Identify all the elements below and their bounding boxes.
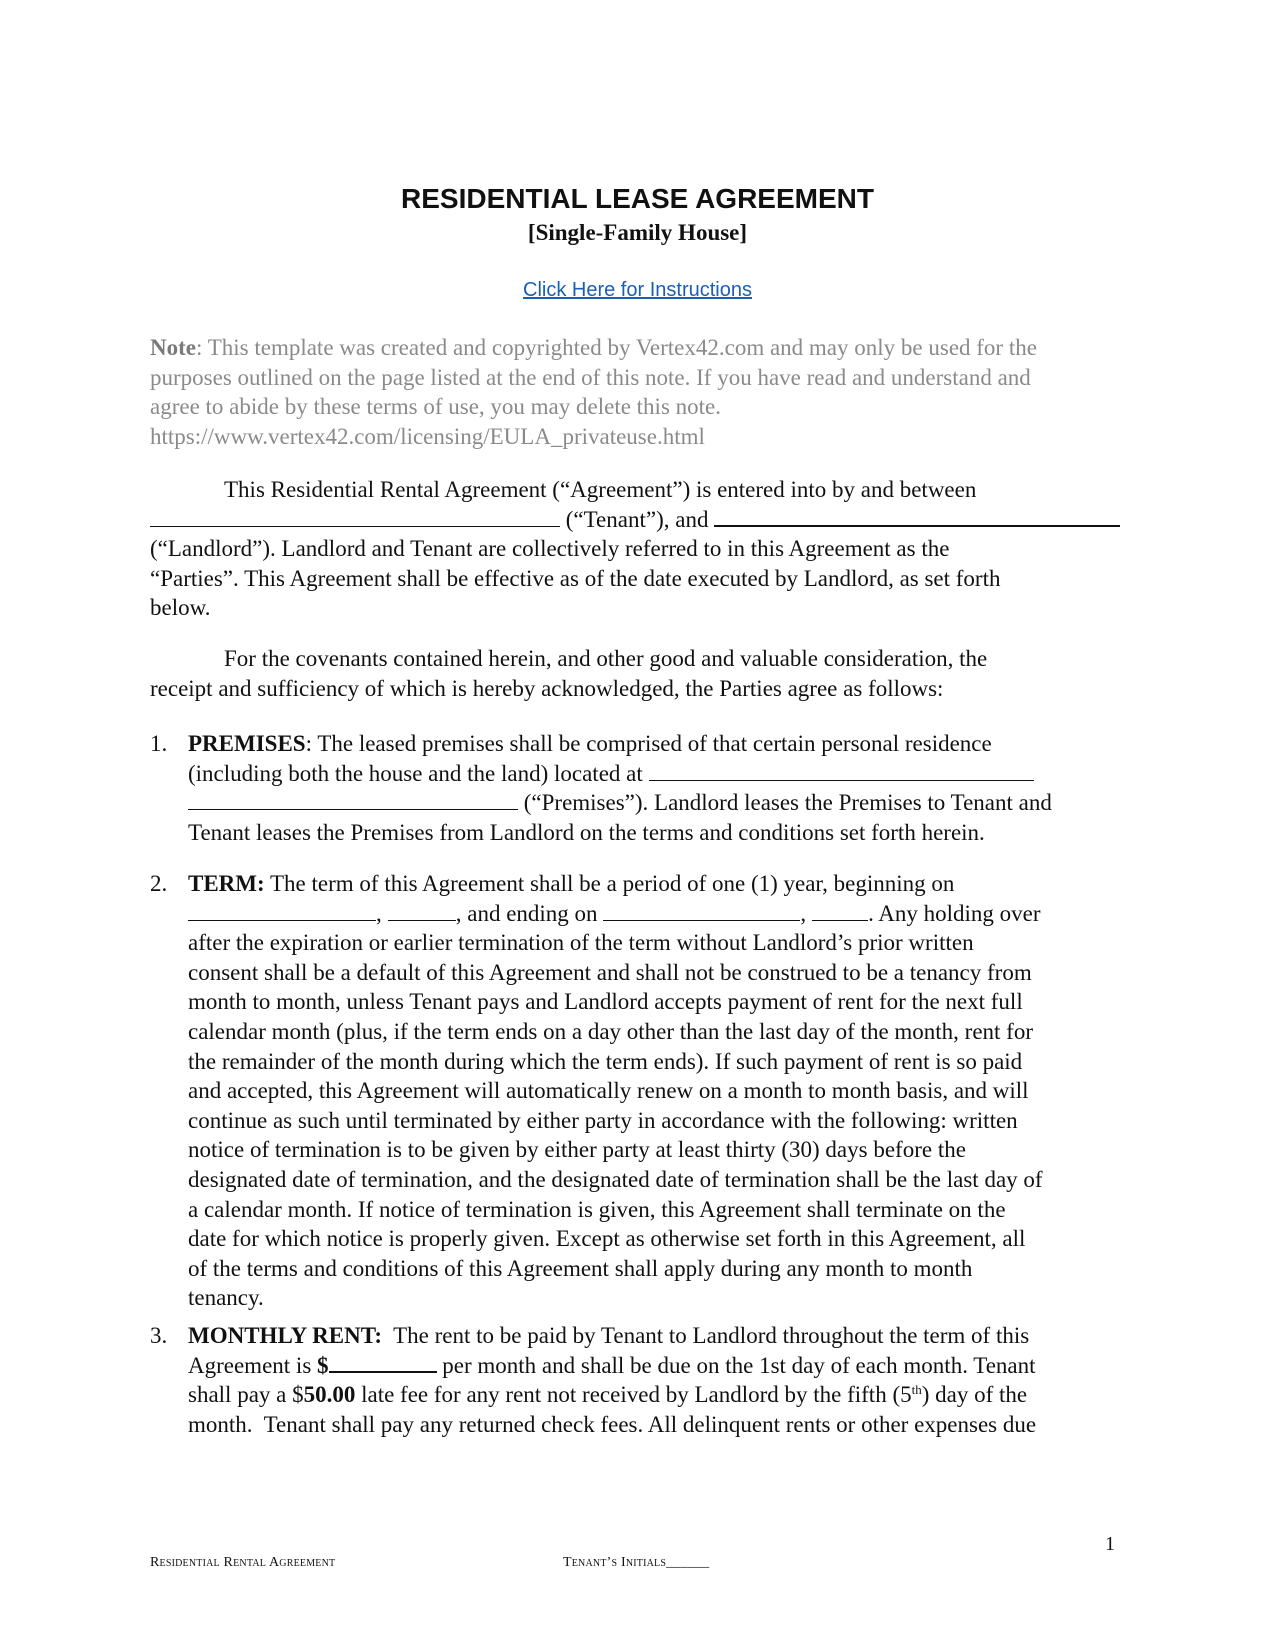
section-heading: MONTHLY RENT: — [188, 1323, 383, 1348]
note-line: purposes outlined on the page listed at the end of this note. If you have read and understand and — [150, 364, 1031, 390]
late-fee-amount: 50.00 — [303, 1382, 356, 1408]
end-date-blank[interactable] — [603, 900, 800, 921]
start-date-blank[interactable] — [188, 900, 376, 921]
section-text: of the terms and conditions of this Agreement shall apply during any month to month — [188, 1255, 973, 1281]
page-number: 1 — [1105, 1533, 1115, 1555]
section-text: calendar month (plus, if the term ends on a day other than the last day of the month, rent for — [188, 1018, 1034, 1044]
landlord-name-blank[interactable] — [714, 505, 1120, 527]
covenants-paragraph — [150, 644, 1120, 703]
section-text: per month and shall be due on the 1st day of each month. Tenant — [436, 1352, 1036, 1378]
section-number: 3. — [150, 1323, 168, 1348]
section-text: : The leased premises shall be comprised of that certain personal residence — [305, 731, 992, 756]
footer-document-name: Residential Rental Agreement — [150, 1555, 336, 1570]
section-term — [150, 869, 1120, 1313]
section-text: Agreement is — [188, 1352, 318, 1378]
section-text: designated date of termination, and the designated date of termination shall be the last day of — [188, 1166, 1043, 1192]
section-text: , and ending on — [455, 900, 604, 926]
section-text: The rent to be paid by Tenant to Landlord throughout the term of this — [382, 1323, 1030, 1348]
intro-line: (“Landlord”). Landlord and Tenant are collectively referred to in this Agreement as the — [150, 536, 950, 562]
footer-tenant-initials — [563, 1555, 709, 1571]
intro-tenant-text: (“Tenant”), and — [560, 506, 715, 532]
section-text: a calendar month. If notice of termination is given, this Agreement shall terminate on the — [188, 1196, 1006, 1222]
document-subtitle: [Single-Family House] — [527, 220, 748, 245]
intro-line: below. — [150, 595, 211, 621]
section-number: 1. — [150, 731, 168, 756]
rent-amount-blank[interactable] — [329, 1351, 437, 1373]
tenant-initials-label: Tenant’s Initials — [563, 1555, 667, 1570]
instructions-link[interactable]: Click Here for Instructions — [523, 279, 752, 301]
instructions-link-wrap — [0, 279, 1275, 302]
section-text: tenancy. — [188, 1285, 264, 1311]
ordinal-suffix: th — [911, 1382, 922, 1398]
section-text: month. Tenant shall pay any returned check fees. All delinquent rents or other expenses due — [188, 1411, 1037, 1437]
section-text: continue as such until terminated by either party in accordance with the following: written — [188, 1107, 1018, 1133]
tenant-name-blank[interactable] — [150, 506, 560, 527]
covenants-line: For the covenants contained herein, and other good and valuable consideration, the — [224, 646, 988, 671]
end-year-blank[interactable] — [812, 900, 868, 921]
intro-line: “Parties”. This Agreement shall be effective as of the date executed by Landlord, as set forth — [150, 565, 1001, 591]
section-monthly-rent — [150, 1321, 1120, 1439]
section-text: after the expiration or earlier termination of the term without Landlord’s prior written — [188, 930, 974, 956]
section-text: consent shall be a default of this Agreement and shall not be construed to be a tenancy from — [188, 959, 1032, 985]
premises-address-blank[interactable] — [649, 760, 1034, 781]
section-premises — [150, 729, 1120, 847]
tenant-initials-blank[interactable]: ______ — [666, 1555, 710, 1570]
note-label: Note — [150, 335, 196, 360]
section-heading: PREMISES — [188, 731, 306, 756]
intro-line: This Residential Rental Agreement (“Agreement”) is entered into by and between — [224, 477, 977, 502]
section-text: month to month, unless Tenant pays and Landlord accepts payment of rent for the next full — [188, 989, 1023, 1015]
note-url: https://www.vertex42.com/licensing/EULA_privateuse.html — [150, 423, 705, 449]
section-text: shall pay a $ — [188, 1382, 304, 1408]
premises-address-blank-2[interactable] — [188, 789, 518, 810]
section-number: 2. — [150, 871, 168, 896]
section-text: late fee for any rent not received by Landlord by the fifth (5 — [355, 1382, 912, 1408]
section-text: (including both the house and the land) located at — [188, 760, 649, 786]
section-text: The term of this Agreement shall be a period of one (1) year, beginning on — [264, 871, 955, 896]
start-year-blank[interactable] — [388, 900, 456, 921]
rent-dollar-sign: $ — [317, 1352, 329, 1378]
document-title: RESIDENTIAL LEASE AGREEMENT — [401, 183, 874, 214]
section-text: notice of termination is to be given by either party at least thirty (30) days before the — [188, 1137, 966, 1163]
section-text: (“Premises”). Landlord leases the Premises to Tenant and — [518, 790, 1052, 816]
section-text: Tenant leases the Premises from Landlord on the terms and conditions set forth herein. — [188, 819, 985, 845]
section-heading: TERM: — [188, 871, 265, 896]
section-text: , — [376, 900, 382, 926]
template-note — [150, 333, 1120, 451]
section-text: and accepted, this Agreement will automatically renew on a month to month basis, and will — [188, 1078, 1029, 1104]
covenants-line: receipt and sufficiency of which is hereby acknowledged, the Parties agree as follows: — [150, 675, 944, 701]
note-line: : This template was created and copyrighted by Vertex42.com and may only be used for the — [195, 335, 1037, 360]
section-text: , — [800, 900, 807, 926]
section-text: . Any holding over — [868, 900, 1041, 926]
section-text: the remainder of the month during which the term ends). If such payment of rent is so paid — [188, 1048, 1023, 1074]
note-line: agree to abide by these terms of use, you may delete this note. — [150, 394, 721, 420]
intro-paragraph — [150, 475, 1120, 623]
section-text: date for which notice is properly given. Except as otherwise set forth in this Agreement, all — [188, 1226, 1026, 1252]
section-text: ) day of the — [921, 1382, 1028, 1408]
